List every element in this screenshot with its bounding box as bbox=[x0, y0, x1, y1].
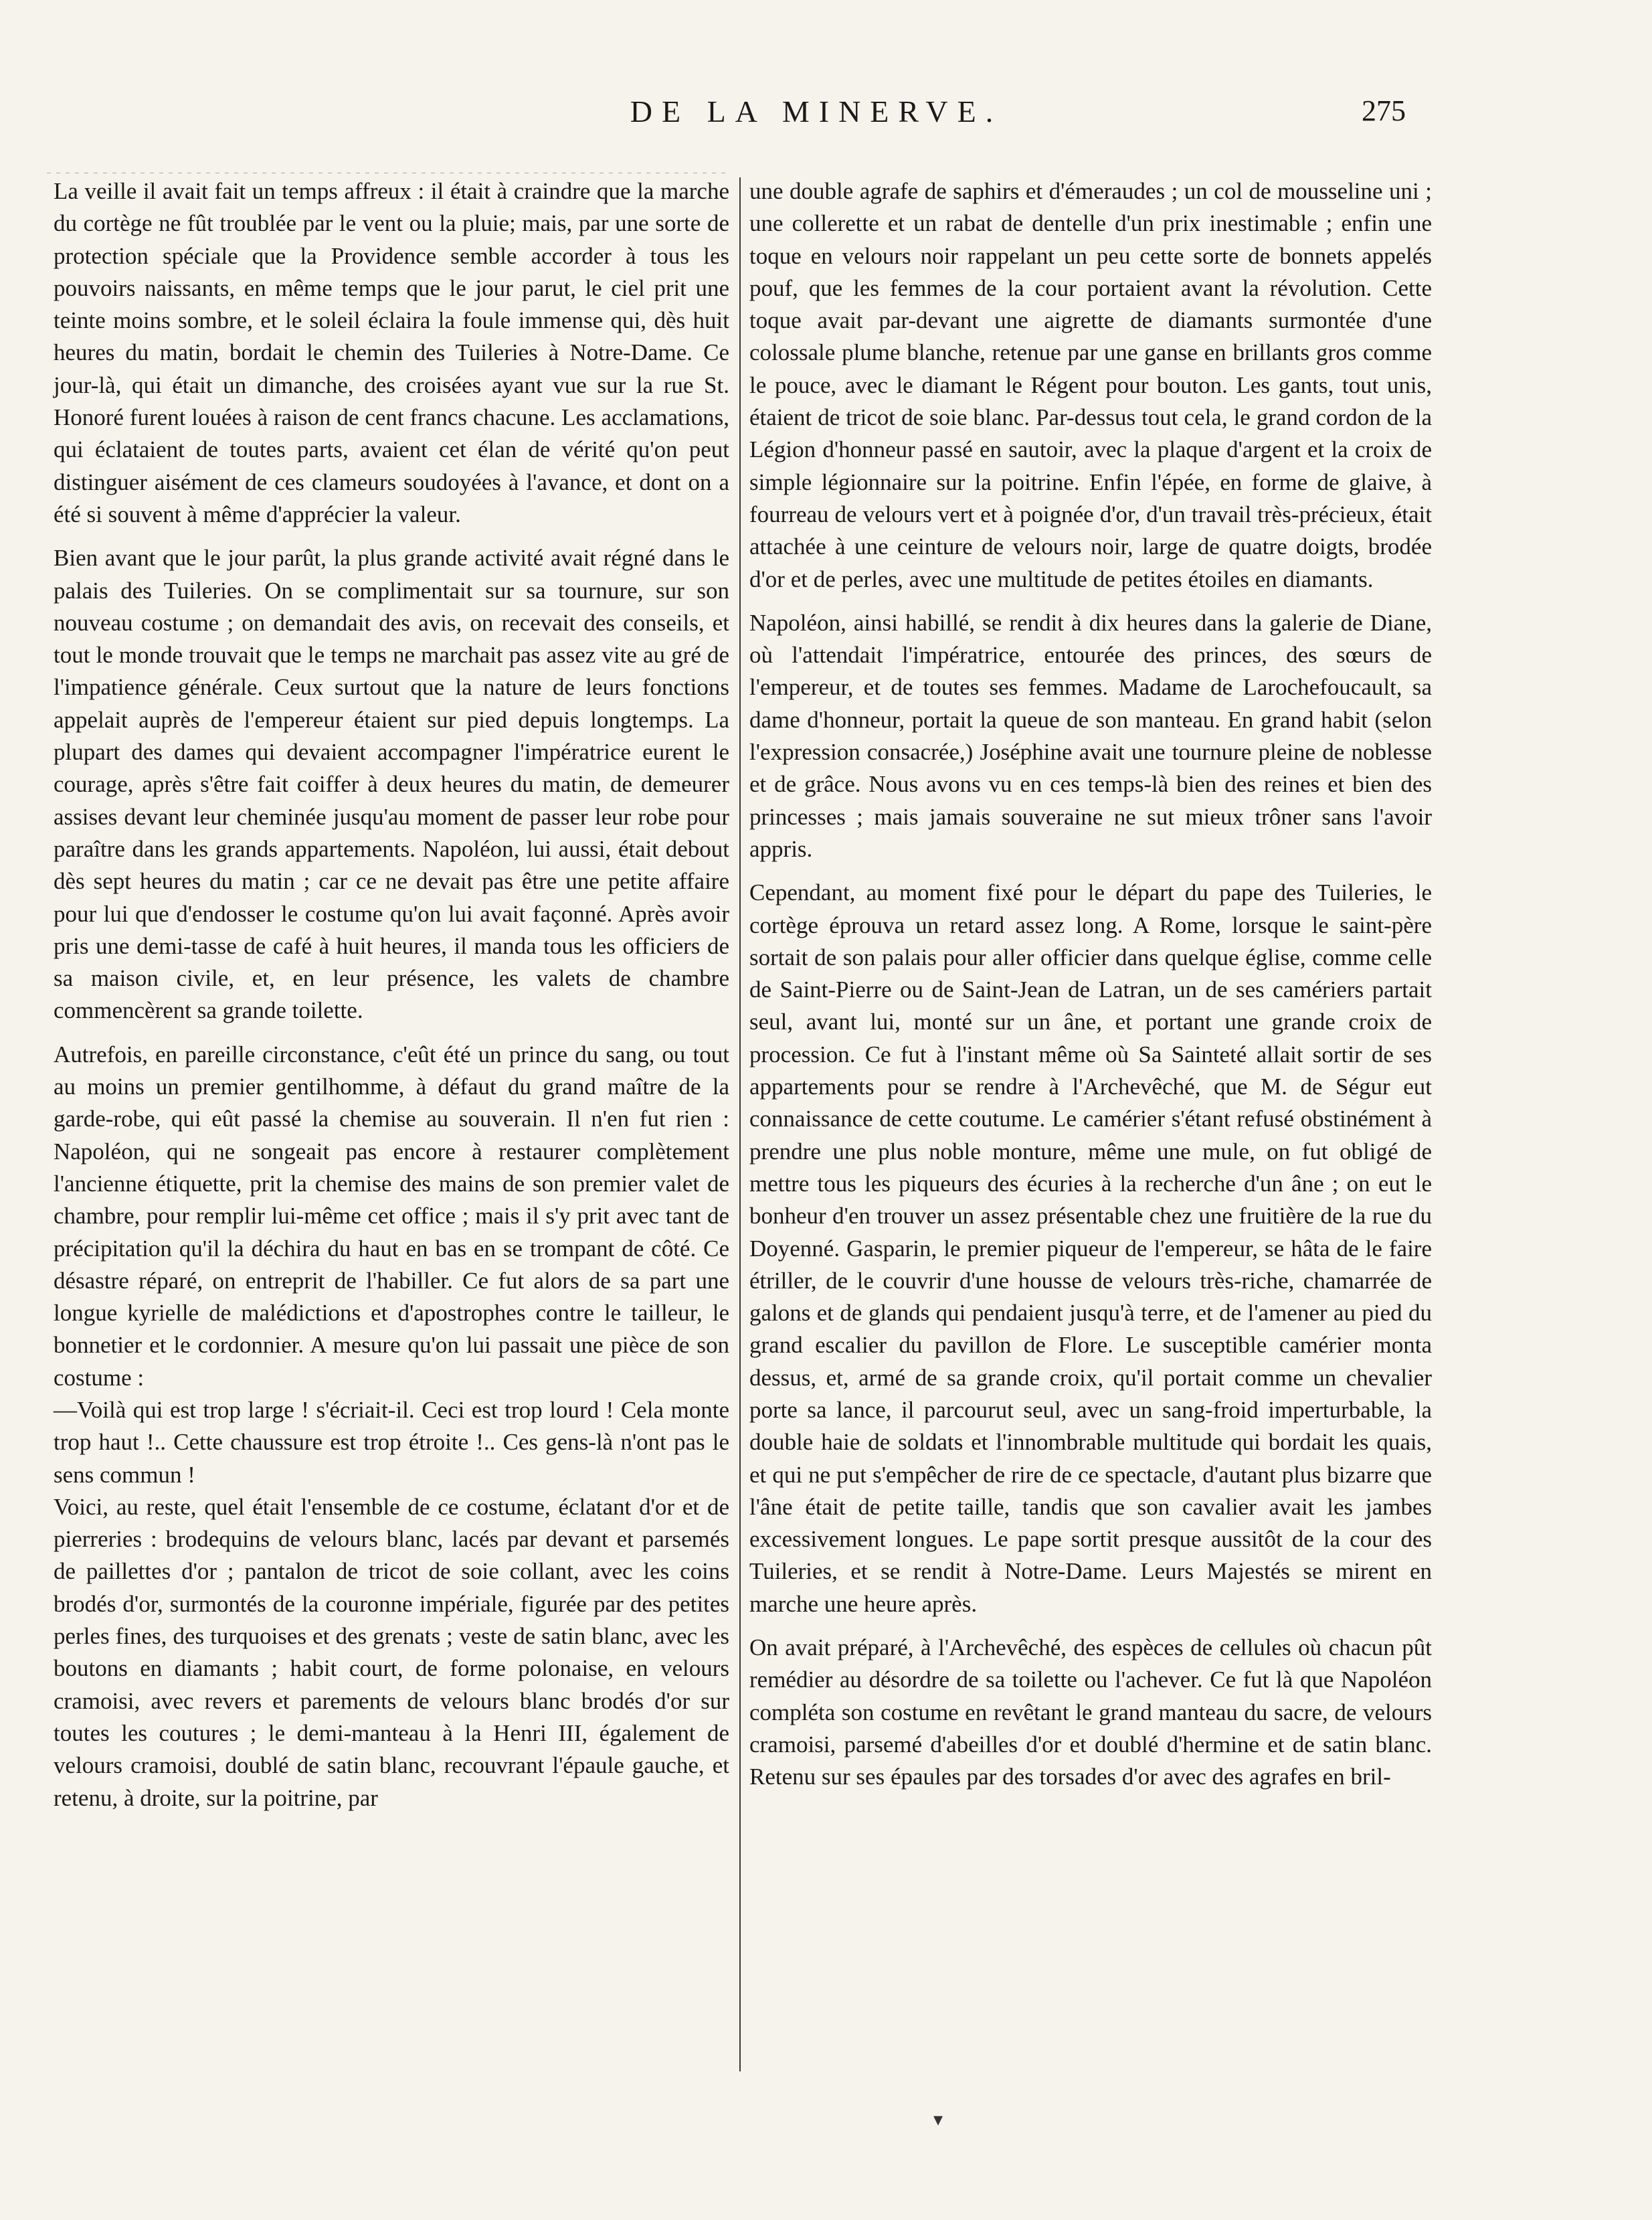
left-column bbox=[54, 175, 729, 1814]
printer-mark: ▾ bbox=[933, 2108, 943, 2130]
paragraph: La veille il avait fait un temps affreux : il était à craindre que la marche du cortège ne fût troublée par le vent ou la pluie; mais, par une sorte de protection spéciale que la Providence semble accorder à tous les pouvoirs naissants, en même temps que le jour parut, le ciel prit une teinte moins sombre, et le soleil éclaira la foule immense qui, dès huit heures du matin, bordait le chemin des Tuileries à Notre-Dame. Ce jour-là, qui était un dimanche, des croisées ayant vue sur la rue St. Honoré furent louées à raison de cent francs chacune. Les acclamations, qui éclataient de toutes parts, avaient cet élan de vérité qu'on peut distinguer aisément de ces clameurs soudoyées à l'avance, et dont on a été si souvent à même d'apprécier la valeur. bbox=[54, 178, 729, 527]
paragraph: Voici, au reste, quel était l'ensemble de ce costume, éclatant d'or et de pierreries : brodequins de velours blanc, lacés par devant et parsemés de paillettes d'or ; pantalon de tricot de soie collant, avec les coins brodés d'or, surmontés de la couronne impériale, figurée par des petites perles fines, des turquoises et des grenats ; veste de satin blanc, avec les boutons en diamants ; habit court, de forme polonaise, en velours cramoisi, avec revers et parements de velours blanc brodés d'or sur toutes les coutures ; le demi-manteau à la Henri III, également de velours cramoisi, doublé de satin blanc, recouvrant l'épaule gauche, et retenu, à droite, sur la poitrine, par bbox=[54, 1493, 729, 1811]
paragraph: Bien avant que le jour parût, la plus grande activité avait régné dans le palais des Tuileries. On se complimentait sur sa tournure, sur son nouveau costume ; on demandait des avis, on recevait des conseils, et tout le monde trouvait que le temps ne marchait pas assez vite au gré de l'impatience générale. Ceux surtout que la nature de leurs fonctions appelait auprès de l'empereur étaient sur pied depuis longtemps. La plupart des dames qui devaient accompagner l'impératrice eurent le courage, après s'être fait coiffer à deux heures du matin, de demeurer assises devant leur cheminée jusqu'au moment de passer leur robe pour paraître dans les grands appartements. Napoléon, lui aussi, était debout dès sept heures du matin ; car ce ne devait pas être une petite affaire pour lui que d'endosser le costume qu'on lui avait façonné. Après avoir pris une demi-tasse de café à huit heures, il manda tous les officiers de sa maison civile, et, en leur présence, les valets de chambre commencèrent sa grande toilette. bbox=[54, 545, 729, 1024]
column-divider bbox=[739, 177, 741, 2071]
right-column bbox=[749, 175, 1432, 1794]
page-number: 275 bbox=[1362, 94, 1406, 127]
paragraph: On avait préparé, à l'Archevêché, des espèces de cellules où chacun pût remédier au désordre de sa toilette ou l'achever. Ce fut là que Napoléon compléta son costume en revêtant le grand manteau du sacre, de velours cramoisi, parsemé d'abeilles d'or et doublé d'hermine et de satin blanc. Retenu sur ses épaules par des torsades d'or avec des agrafes en bril- bbox=[749, 1634, 1432, 1790]
paragraph: une double agrafe de saphirs et d'émeraudes ; un col de mousseline uni ; une collerette et un rabat de dentelle d'un prix inestimable ; enfin une toque en velours noir rappelant un peu cette sorte de bonnets appelés pouf, que les femmes de la cour portaient avant la révolution. Cette toque avait par-devant une aigrette de diamants surmontée d'une colossale plume blanche, retenue par une ganse en brillants gros comme le pouce, avec le diamant le Régent pour bouton. Les gants, tout unis, étaient de tricot de soie blanc. Par-dessus tout cela, le grand cordon de la Légion d'honneur passé en sautoir, avec la plaque d'argent et la croix de simple légionnaire sur la poitrine. Enfin l'épée, en forme de glaive, à fourreau de velours vert et à poignée d'or, d'un travail très-précieux, était attachée à une ceinture de velours noir, large de quatre doigts, brodée d'or et de perles, avec une multitude de petites étoiles en diamants. bbox=[749, 178, 1432, 592]
paragraph: Napoléon, ainsi habillé, se rendit à dix heures dans la galerie de Diane, où l'attendait l'impératrice, entourée des princes, des sœurs de l'empereur, et de toutes ses femmes. Madame de Larochefoucault, sa dame d'honneur, portait la queue de son manteau. En grand habit (selon l'expression consacrée,) Joséphine avait une tournure pleine de noblesse et de grâce. Nous avons vu en ces temps-là bien des reines et bien des princesses ; mais jamais souveraine ne sut mieux trôner sans l'avoir appris. bbox=[749, 609, 1432, 862]
paragraph: Autrefois, en pareille circonstance, c'eût été un prince du sang, ou tout au moins un premier gentilhomme, à défaut du grand maître de la garde-robe, qui eût passé la chemise au souverain. Il n'en fut rien : Napoléon, qui ne songeait pas encore à restaurer complètement l'ancienne étiquette, prit la chemise des mains de son premier valet de chambre, pour remplir lui-même cet office ; mais il s'y prit avec tant de précipitation qu'il la déchira du haut en bas en se trompant de côté. Ce désastre réparé, on entreprit de l'habiller. Ce fut alors de sa part une longue kyrielle de malédictions et d'apostrophes contre le tailleur, le bonnetier et le cordonnier. A mesure qu'on lui passait une pièce de son costume : bbox=[54, 1041, 729, 1391]
paragraph: —Voilà qui est trop large ! s'écriait-il. Ceci est trop lourd ! Cela monte trop haut !.. Cette chaussure est trop étroite !.. Ces gens-là n'ont pas le sens commun ! bbox=[54, 1396, 729, 1488]
running-title: DE LA MINERVE. bbox=[630, 94, 1003, 129]
page-header bbox=[0, 94, 1652, 154]
paragraph: Cependant, au moment fixé pour le départ du pape des Tuileries, le cortège éprouva un retard assez long. A Rome, lorsque le saint-père sortait de son palais pour aller officier dans quelque église, comme celle de Saint-Pierre ou de Saint-Jean de Latran, un de ses camériers partait seul, avant lui, monté sur un âne, et portant une grande croix de procession. Ce fut à l'instant même où Sa Sainteté allait sortir de ses appartements pour se rendre à l'Archevêché, que M. de Ségur eut connaissance de cette coutume. Le camérier s'étant refusé obstinément à prendre une plus noble monture, même une mule, on fut obligé de mettre tous les piqueurs des écuries à la recherche d'un âne ; on eut le bonheur d'en trouver un assez présentable chez une fruitière de la rue du Doyenné. Gasparin, le premier piqueur de l'empereur, se hâta de le faire étriller, de le couvrir d'une housse de velours très-riche, chamarrée de galons et de glands qui pendaient jusqu'à terre, et de l'amener au pied du grand escalier du pavillon de Flore. Le susceptible camérier monta dessus, et, armé de sa grande croix, qu'il portait comme un chevalier porte sa lance, il parcourut seul, avec un sang-froid imperturbable, la double haie de soldats et l'innombrable multitude qui bordait les quais, et qui ne put s'empêcher de rire de ce spectacle, d'autant plus bizarre que l'âne était de petite taille, tandis que son cavalier avait les jambes excessivement longues. Le pape sortit presque aussitôt de la cour des Tuileries, et se rendit à Notre-Dame. Leurs Majestés se mirent en marche une heure après. bbox=[749, 879, 1432, 1617]
